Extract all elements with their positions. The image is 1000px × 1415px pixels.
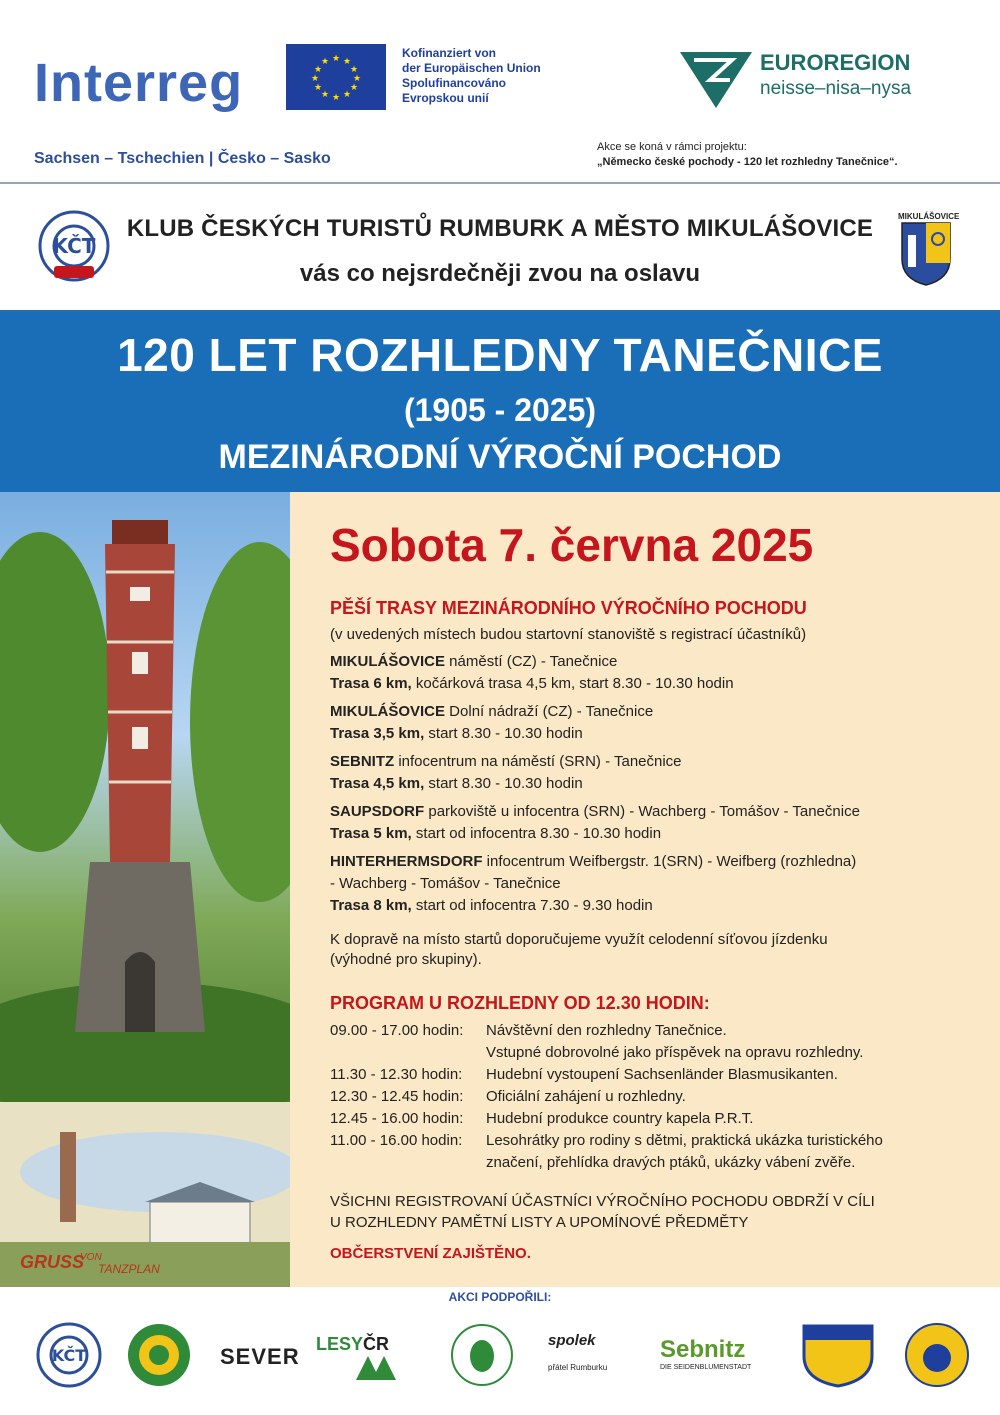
route-1-line: MIKULÁŠOVICE náměstí (CZ) - Tanečnice — [330, 653, 618, 670]
route-5-line: HINTERHERMSDORF infocentrum Weifbergstr. 1(SRN) - Weifberg (rozhledna) — [330, 853, 857, 870]
program-heading: PROGRAM U ROZHLEDNY OD 12.30 HODIN: — [330, 993, 710, 1013]
lesycr-text: LESYČR — [316, 1334, 390, 1354]
routes-heading: PĚŠÍ TRASY MEZINÁRODNÍHO VÝROČNÍHO POCHODU — [330, 598, 807, 618]
route-3-detail: Trasa 4,5 km, start 8.30 - 10.30 hodin — [330, 775, 583, 792]
banner-years: (1905 - 2025) — [403, 392, 597, 428]
eu-cofinancing-text — [402, 46, 541, 106]
project-name: „Německo české pochody - 120 let rozhledny Tanečnice“. — [597, 156, 898, 168]
mikulasovice-coat-of-arms — [898, 212, 960, 290]
svg-text:★: ★ — [320, 90, 330, 100]
program-text: Návštěvní den rozhledny Tanečnice. — [486, 1022, 727, 1039]
sponsor-lesycr-logo — [316, 1322, 396, 1382]
title-banner — [0, 310, 1000, 492]
spolek-subtext: přátel Rumburku — [548, 1363, 608, 1372]
sponsor-sportverein-logo — [904, 1322, 970, 1382]
program-text: Hudební produkce country kapela P.R.T. — [486, 1110, 754, 1127]
program-text: značení, přehlídka dravých ptáků, ukázky vábení zvěře. — [486, 1154, 856, 1171]
transport-note-2: (výhodné pro skupiny). — [330, 951, 482, 968]
svg-text:★: ★ — [349, 83, 359, 93]
sponsor-sever-logo — [220, 1322, 300, 1382]
route-1-detail: Trasa 6 km, kočárková trasa 4,5 km, start 8.30 - 10.30 hodin — [330, 675, 734, 692]
mik-logo-label: MIKULÁŠOVICE — [898, 212, 960, 221]
eu-text-line: Kofinanziert von — [402, 46, 497, 60]
svg-text:★: ★ — [331, 93, 341, 103]
program-text: Oficiální zahájení u rozhledny. — [486, 1088, 686, 1105]
postcard-place: TANZPLAN — [98, 1262, 160, 1276]
postcard-von: VON — [80, 1252, 102, 1263]
banner-event: MEZINÁRODNÍ VÝROČNÍ POCHOD — [218, 438, 782, 476]
svg-text:★: ★ — [352, 74, 362, 84]
svg-text:★: ★ — [313, 83, 323, 93]
euroregion-subtitle: neisse–nisa–nysa — [760, 78, 912, 99]
program-line: Sachsen – Tschechien | Česko – Sasko — [34, 150, 331, 167]
eu-text-line: der Europäischen Union — [402, 61, 541, 75]
historic-postcard — [0, 1102, 290, 1287]
invitation-title: KLUB ČESKÝCH TURISTŮ RUMBURK A MĚSTO MIKULÁŠOVICE — [126, 215, 874, 242]
program-time: 11.00 - 16.00 hodin: — [330, 1132, 463, 1149]
svg-text:KČT: KČT — [52, 234, 96, 258]
route-4-line: SAUPSDORF parkoviště u infocentra (SRN) - Wachberg - Tomášov - Tanečnice — [330, 803, 860, 820]
eu-flag-icon — [286, 44, 386, 110]
program-text: Hudební vystoupení Sachsenländer Blasmusikanten. — [486, 1066, 838, 1083]
sebnitz-subtext: DIE SEIDENBLUMENSTADT — [660, 1364, 752, 1371]
sponsor-magazin-logo — [126, 1322, 192, 1382]
project-intro: Akce se koná v rámci projektu: — [597, 141, 747, 153]
sponsors-label: AKCI PODPOŘILI: — [448, 1290, 552, 1304]
sponsor-kct-logo — [36, 1322, 102, 1382]
euroregion-logo — [680, 46, 912, 115]
program-time: 12.30 - 12.45 hodin: — [330, 1088, 464, 1105]
program-time: 09.00 - 17.00 hodin: — [330, 1022, 464, 1039]
sponsor-sv-logo — [798, 1322, 878, 1382]
postcard-gruss: GRUSS — [20, 1252, 85, 1272]
svg-text:KČT: KČT — [51, 1346, 87, 1365]
header-divider — [0, 182, 1000, 184]
svg-text:★: ★ — [313, 65, 323, 75]
event-date: Sobota 7. června 2025 — [330, 519, 814, 571]
routes-note: (v uvedených místech budou startovní stanoviště s registrací účastníků) — [330, 626, 807, 643]
svg-text:★: ★ — [320, 57, 330, 67]
route-2-line: MIKULÁŠOVICE Dolní nádraží (CZ) - Tanečnice — [330, 703, 654, 720]
invitation-subtitle: vás co nejsrdečněji zvou na oslavu — [299, 260, 701, 287]
route-2-detail: Trasa 3,5 km, start 8.30 - 10.30 hodin — [330, 725, 583, 742]
svg-text:★: ★ — [342, 57, 352, 67]
sever-text: SEVER — [220, 1344, 300, 1369]
svg-text:★: ★ — [349, 65, 359, 75]
route-5-line2: - Wachberg - Tomášov - Tanečnice — [330, 875, 561, 892]
eu-text-line: Spolufinancováno — [402, 76, 507, 90]
eu-text-line: Evropskou unií — [402, 91, 489, 105]
svg-text:★: ★ — [342, 90, 352, 100]
banner-title: 120 LET ROZHLEDNY TANEČNICE — [117, 329, 883, 381]
route-3-line: SEBNITZ infocentrum na náměstí (SRN) - Tanečnice — [330, 753, 682, 770]
svg-text:★: ★ — [310, 74, 320, 84]
sponsor-sebnitz-logo — [660, 1322, 770, 1382]
route-4-detail: Trasa 5 km, start od infocentra 8.30 - 10.30 hodin — [330, 825, 662, 842]
program-time: 11.30 - 12.30 hodin: — [330, 1066, 463, 1083]
registered-note-1: VŠICHNI REGISTROVANÍ ÚČASTNÍCI VÝROČNÍHO POCHODU OBDRŽÍ V CÍLI — [330, 1193, 875, 1210]
spolek-text: spolek — [548, 1332, 596, 1349]
route-5-detail: Trasa 8 km, start od infocentra 7.30 - 9.30 hodin — [330, 897, 653, 914]
refreshment-note: OBČERSTVENÍ ZAJIŠTĚNO. — [330, 1245, 531, 1262]
program-text: Vstupné dobrovolné jako příspěvek na opravu rozhledny. — [486, 1044, 864, 1061]
sponsor-blasmusik-logo — [442, 1322, 522, 1382]
tower-photo — [0, 492, 290, 1102]
transport-note-1: K dopravě na místo startů doporučujeme využít celodenní síťovou jízdenku — [330, 931, 828, 948]
euroregion-title: EUROREGION — [760, 50, 911, 75]
registered-note-2: U ROZHLEDNY PAMĚTNÍ LISTY A UPOMÍNOVÉ PŘEDMĚTY — [330, 1214, 749, 1231]
svg-text:★: ★ — [331, 54, 341, 64]
sebnitz-text: Sebnitz — [660, 1336, 746, 1363]
program-text: Lesohrátky pro rodiny s dětmi, praktická ukázka turistického — [486, 1132, 883, 1149]
program-time: 12.45 - 16.00 hodin: — [330, 1110, 464, 1127]
sponsor-spolek-logo — [548, 1322, 628, 1382]
euroregion-icon — [680, 46, 752, 110]
project-info — [597, 140, 898, 170]
interreg-logo: Interreg — [34, 53, 244, 113]
